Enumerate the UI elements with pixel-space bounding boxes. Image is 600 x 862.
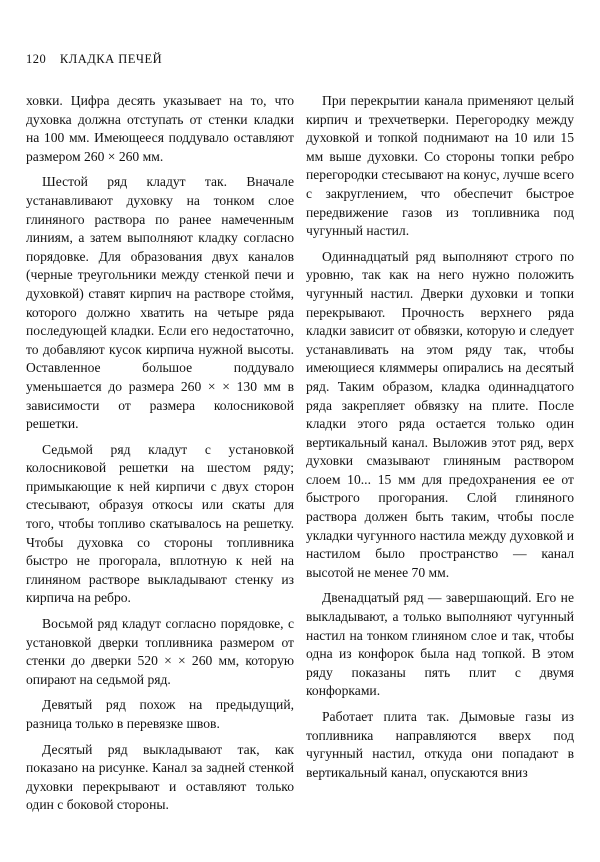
paragraph: Седьмой ряд кладут с установкой колосниковой решетки на шестом ряду; примыкающие к ней кирпичи с двух сторон стесывают, образуя откосы или скаты для того, чтобы топливо скатывалось на решетку. Чтобы духовка со стороны топливника быстро не прогорала, вплотную к ней на глиняном растворе выкладывают стенку из кирпича на ребро. (26, 441, 294, 606)
paragraph: При перекрытии канала применяют целый кирпич и трехчетверки. Перегородку между духовкой и топкой поднимают на 10 или 15 мм выше духовки. Со стороны топки ребро перегородки стесывают на конус, лучше всего с закруглением, что обеспечит быстрое передвижение газов из топливника под чугунный настил. (306, 93, 574, 239)
paragraph: Десятый ряд выкладывают так, как показано на рисунке. Канал за задней стенкой духовки перекрывают и оставляют только один с боковой стороны. (26, 741, 294, 813)
paragraph: Работает плита так. Дымовые газы из топливника направляются вверх под чугунный настил, откуда они попадают в вертикальный канал, опускаются вниз (306, 709, 574, 780)
paragraph: ховки. Цифра десять указывает на то, что духовка должна отступать от стенки кладки на 100 мм. Имеющееся поддувало оставляют размером 260 × 260 мм. (26, 93, 294, 164)
page-number: 120 (26, 52, 47, 66)
paragraph: Шестой ряд кладут так. Вначале устанавливают духовку на тонком слое глиняного раствора по ранее намеченным линиям, а затем выполняют кладку согласно порядовке. Для образования двух каналов (черные треугольники между стенкой печи и духовкой) ставят кирпич на растворе стоймя, которого должно хватить на четыре ряда последующей кладки. Если его недостаточно, то добавляют кусок кирпича нужной высоты. Оставленное большое поддувало уменьшается до размера 260 × × 130 мм в зависимости от размера колосниковой решетки. (26, 174, 294, 432)
paragraph: Восьмой ряд кладут согласно порядовке, с установкой дверки топливника размером от стенки до дверки 520 × × 260 мм, которую опирают на седьмой ряд. (26, 616, 294, 687)
paragraph: Двенадцатый ряд — завершающий. Его не выкладывают, а только выполняют чугунный настил на тонком глиняном слое и так, чтобы одна из конфорок была над топкой. В этом ряду показаны пять плит с двумя конфорками. (306, 590, 574, 699)
left-column (26, 92, 294, 822)
running-title: КЛАДКА ПЕЧЕЙ (59, 52, 163, 66)
paragraph: Девятый ряд похож на предыдущий, разница только в перевязке швов. (26, 697, 294, 731)
running-header (26, 52, 162, 67)
paragraph: Одиннадцатый ряд выполняют строго по уровню, так как на него нужно положить чугунный настил. Дверки духовки и топки перекрывают. Прочность верхнего ряда кладки зависит от обвязки, которую и следует устанавливать на этом ряду так, чтобы имеющиеся кляммеры опирались на десятый ряд. Таким образом, кладка одиннадцатого ряда закрепляет обвязку на плите. После кладки этого ряда остается только один вертикальный канал. Выложив этот ряд, верх духовки смазывают глиняным раствором слоем 10... 15 мм для предохранения ее от быстрого прогорания. Слой глиняного раствора должен быть таким, чтобы после укладки чугунного настила между духовкой и настилом было пространство — канал высотой не менее 70 мм. (306, 248, 574, 580)
right-column (306, 92, 574, 789)
